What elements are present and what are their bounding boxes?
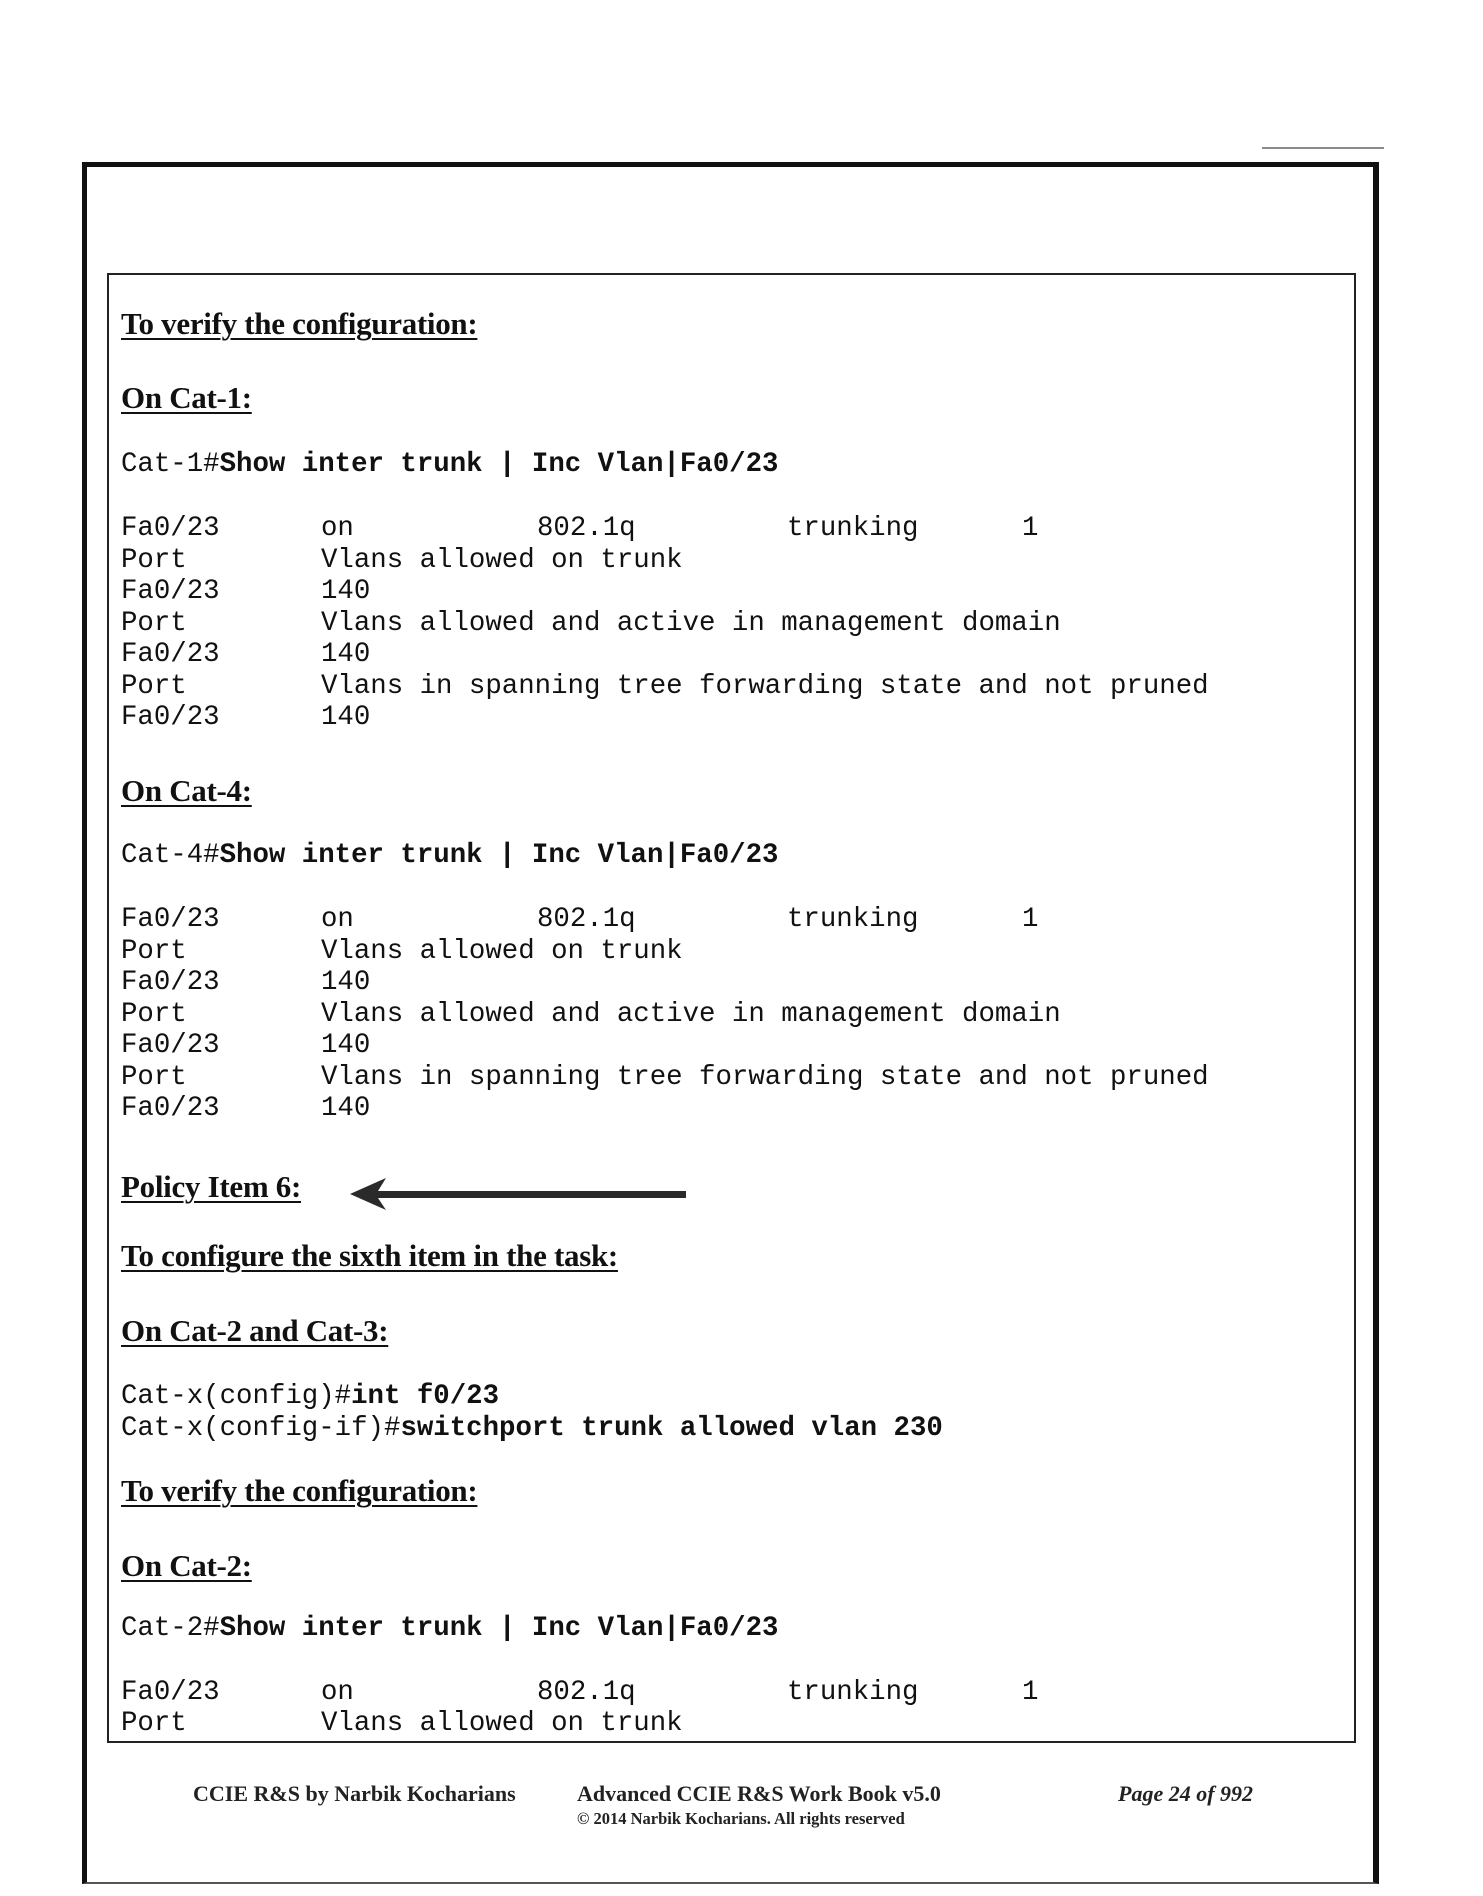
config-prompt: Cat-x(config-if)#	[121, 1413, 401, 1444]
output-cell: Fa0/23	[121, 904, 220, 935]
output-cell: Port	[121, 1062, 187, 1093]
output-row	[121, 702, 1341, 733]
output-row	[121, 967, 1341, 998]
cat4-heading: On Cat-4:	[121, 773, 252, 808]
output-cell: 140	[321, 702, 371, 733]
cat4-prompt: Cat-4#	[121, 840, 220, 871]
cat2-prompt: Cat-2#	[121, 1613, 220, 1644]
output-cell: Port	[121, 608, 187, 639]
output-cell: Fa0/23	[121, 702, 220, 733]
cat1-prompt: Cat-1#	[121, 449, 220, 480]
output-cell: Vlans in spanning tree forwarding state and not pruned	[321, 1062, 1209, 1093]
output-cell: 140	[321, 639, 371, 670]
output-cell: Vlans allowed on trunk	[321, 936, 683, 967]
output-cell: trunking	[787, 513, 919, 544]
output-cell: 802.1q	[537, 513, 636, 544]
output-row	[121, 639, 1341, 670]
cat2-command	[121, 1613, 779, 1644]
output-cell: 140	[321, 1093, 371, 1124]
policy-item-heading: Policy Item 6:	[121, 1169, 302, 1204]
output-cell: Vlans in spanning tree forwarding state and not pruned	[321, 671, 1209, 702]
output-cell: Vlans allowed on trunk	[321, 1708, 683, 1739]
left-arrow-icon	[350, 1176, 686, 1212]
output-cell: Port	[121, 671, 187, 702]
config-cmd: int f0/23	[351, 1381, 500, 1412]
output-cell: 802.1q	[537, 1677, 636, 1708]
cat2-cmd-text: Show inter trunk | Inc Vlan|Fa0/23	[219, 1613, 779, 1644]
output-row	[121, 936, 1341, 967]
config-prompt: Cat-x(config)#	[121, 1381, 352, 1412]
output-cell: Fa0/23	[121, 576, 220, 607]
output-cell: 1	[1022, 1677, 1039, 1708]
config-line	[121, 1381, 499, 1412]
cat1-cmd-text: Show inter trunk | Inc Vlan|Fa0/23	[219, 449, 779, 480]
output-row	[121, 1093, 1341, 1124]
configure-heading: To configure the sixth item in the task:	[121, 1238, 618, 1273]
output-cell: trunking	[787, 904, 919, 935]
output-status-row	[121, 904, 1341, 935]
output-cell: Fa0/23	[121, 639, 220, 670]
footer-copyright: © 2014 Narbik Kocharians. All rights reserved	[577, 1809, 905, 1828]
output-cell: Fa0/23	[121, 1677, 220, 1708]
output-cell: on	[321, 513, 354, 544]
output-status-row	[121, 1677, 1341, 1708]
output-cell: Fa0/23	[121, 1093, 220, 1124]
top-rule	[1262, 147, 1384, 149]
cat4-command	[121, 840, 779, 871]
output-cell: Fa0/23	[121, 1030, 220, 1061]
output-cell: 802.1q	[537, 904, 636, 935]
output-cell: Port	[121, 545, 187, 576]
output-status-row	[121, 513, 1341, 544]
output-cell: trunking	[787, 1677, 919, 1708]
output-row	[121, 545, 1341, 576]
cat1-command	[121, 449, 779, 480]
output-cell: Port	[121, 936, 187, 967]
output-cell: 140	[321, 576, 371, 607]
config-line	[121, 1413, 943, 1444]
output-row	[121, 576, 1341, 607]
verify-heading-2: To verify the configuration:	[121, 1473, 478, 1508]
footer-author: CCIE R&S by Narbik Kocharians	[193, 1781, 516, 1806]
output-cell: Fa0/23	[121, 967, 220, 998]
output-cell: Fa0/23	[121, 513, 220, 544]
output-cell: on	[321, 1677, 354, 1708]
output-row	[121, 1030, 1341, 1061]
verify-heading-1: To verify the configuration:	[121, 306, 478, 341]
output-cell: 140	[321, 1030, 371, 1061]
output-cell: on	[321, 904, 354, 935]
output-cell: Vlans allowed on trunk	[321, 545, 683, 576]
output-cell: Vlans allowed and active in management domain	[321, 608, 1061, 639]
output-cell: 1	[1022, 904, 1039, 935]
output-cell: 140	[321, 967, 371, 998]
output-cell: Port	[121, 999, 187, 1030]
cat2-cat3-heading: On Cat-2 and Cat-3:	[121, 1313, 389, 1348]
output-cell: 1	[1022, 513, 1039, 544]
output-row	[121, 608, 1341, 639]
output-row	[121, 1062, 1341, 1093]
footer-book-title: Advanced CCIE R&S Work Book v5.0	[577, 1781, 941, 1806]
output-row	[121, 671, 1341, 702]
output-cell: Vlans allowed and active in management domain	[321, 999, 1061, 1030]
output-row	[121, 1708, 1341, 1739]
page-number: Page 24 of 992	[1118, 1781, 1254, 1806]
config-cmd: switchport trunk allowed vlan 230	[400, 1413, 943, 1444]
output-cell: Port	[121, 1708, 187, 1739]
cat2-heading: On Cat-2:	[121, 1548, 252, 1583]
cat4-cmd-text: Show inter trunk | Inc Vlan|Fa0/23	[219, 840, 779, 871]
output-row	[121, 999, 1341, 1030]
cat1-heading: On Cat-1:	[121, 380, 252, 415]
